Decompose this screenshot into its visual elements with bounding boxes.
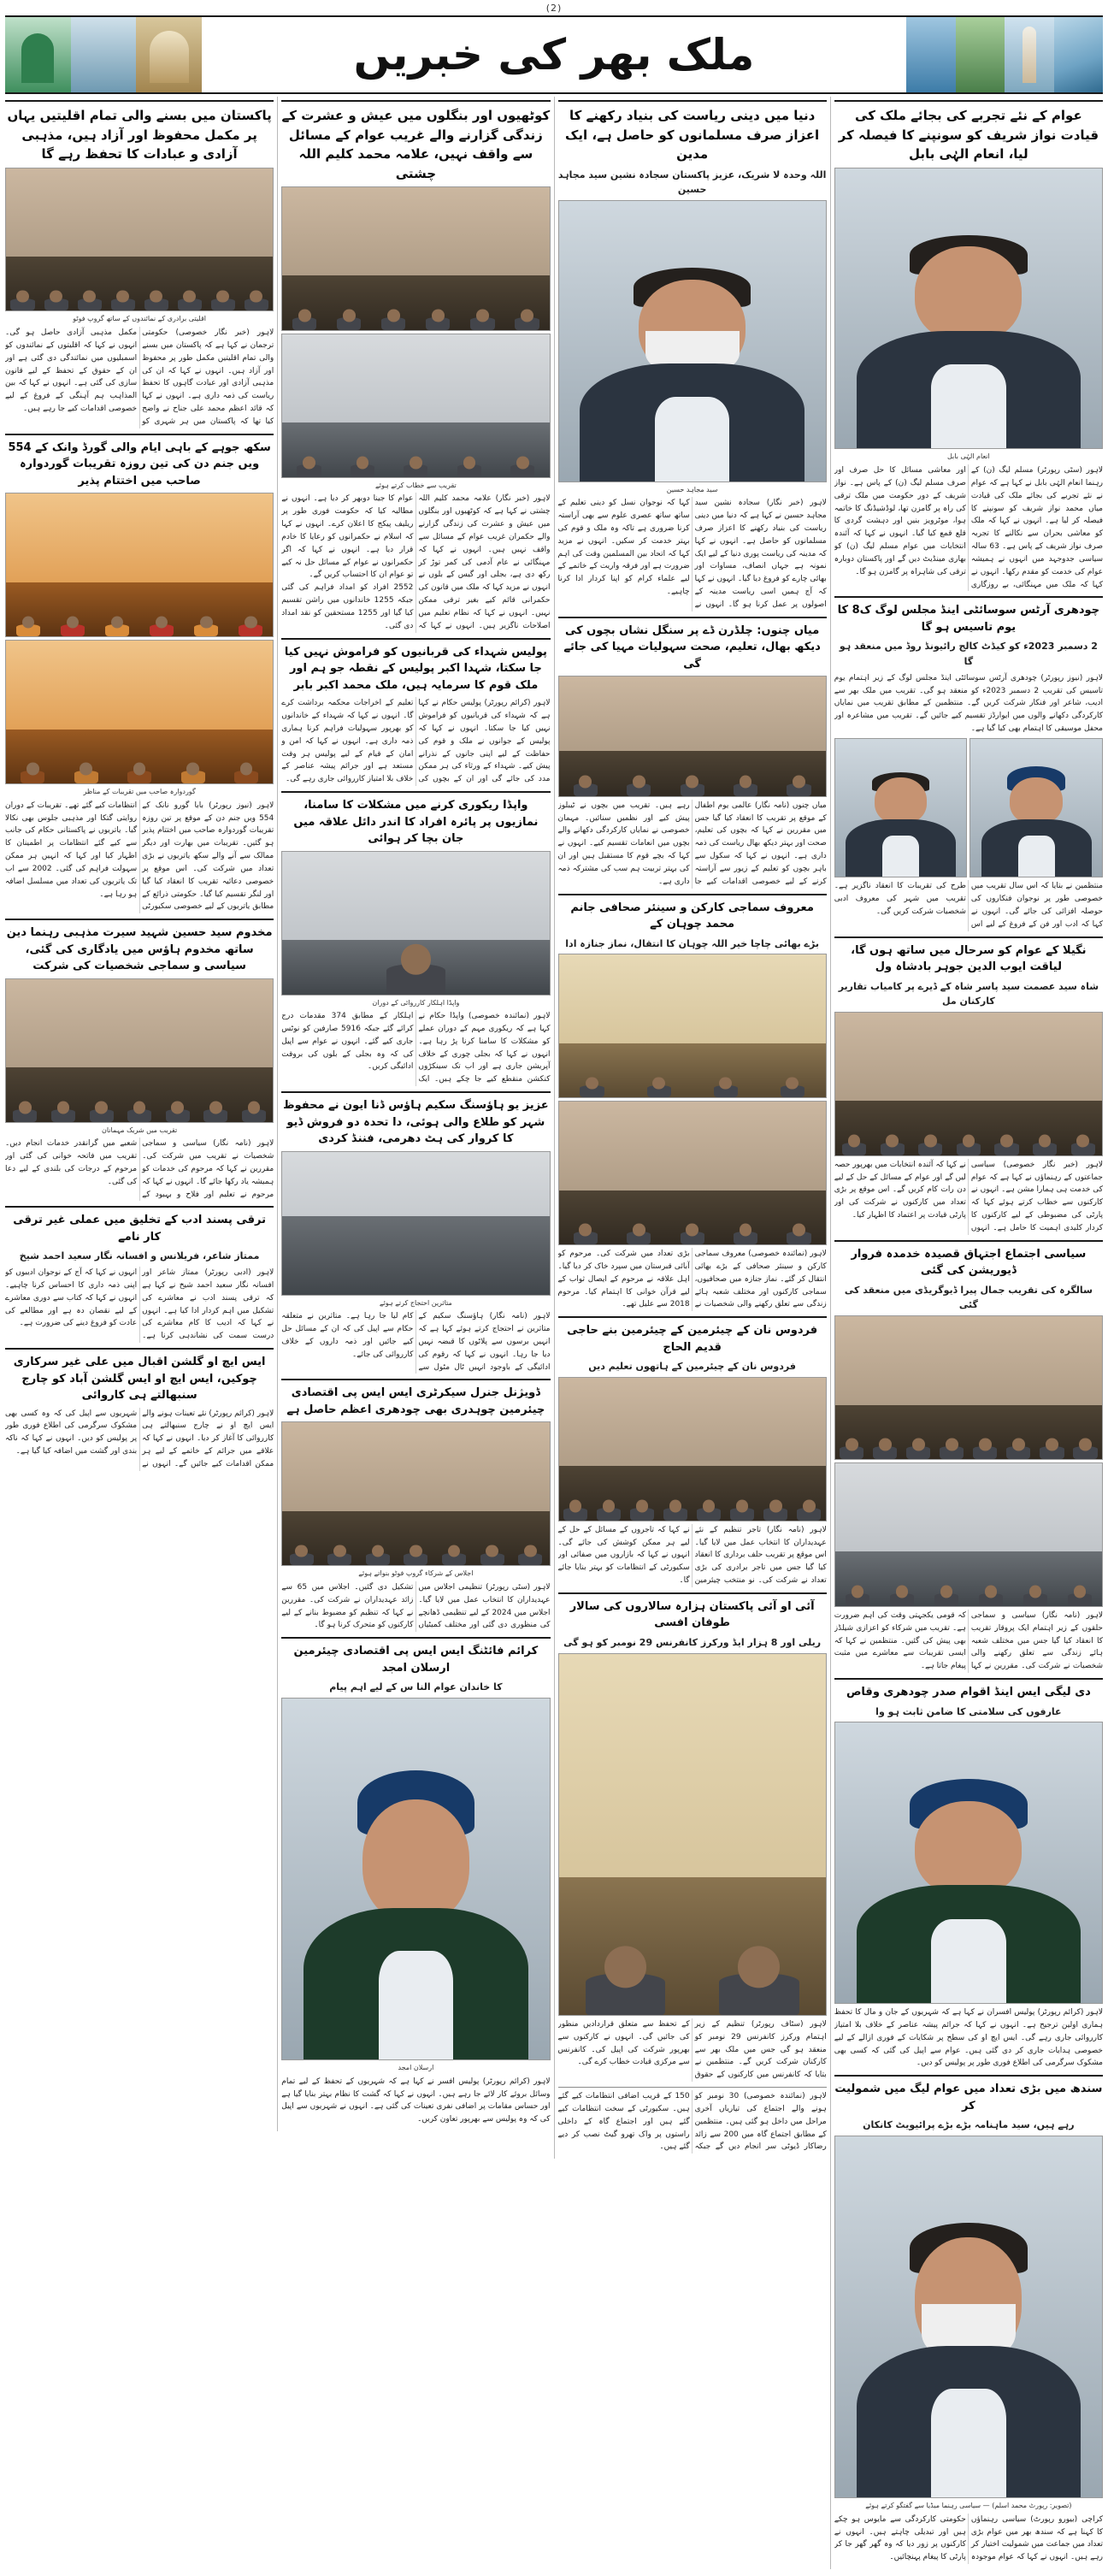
headline: آئی او آئی پاکستان ہزارہ سالاروں کی سالار طوفان افسی bbox=[569, 1599, 815, 1630]
article-body: لاہور (نامہ نگار) سیاسی و سماجی شخصیات نے تقریب میں شرکت کی۔ مقررین نے کہا کہ مرحوم کی خدمات کو ہمیشہ یاد رکھا جائے گا۔ انہوں نے کہا کہ مرحوم نے تعلیم اور فلاح و بہبود کے شعبے میں گرانقدر خدمات انجام دیں۔ تقریب میں فاتحہ خوانی کی گئی اور مرحوم کے درجات کی بلندی کے لیے دعا کی گئی۔ bbox=[5, 1139, 274, 1199]
article bbox=[834, 1240, 1103, 1673]
photo-caption: (تصویر: رپورٹ محمد اسلم) — سیاسی رہنما میڈیا سے گفتگو کرتے ہوئے bbox=[865, 2502, 1072, 2510]
article-body: لاہور (نمائندہ خصوصی) معروف سماجی کارکن و سینئر صحافی کے بڑے بھائی انتقال کر گئے۔ نماز جنازہ میں صحافیوں، سماجی کارکنوں اور مختلف شعبہ ہائے زندگی سے تعلق رکھنے والی شخصیات نے بڑی تعداد میں شرکت کی۔ مرحوم کو آبائی قبرستان میں سپرد خاک کر دیا گیا۔ اہل علاقہ نے مرحوم کے ایصال ثواب کے لیے قرآن خوانی کا اہتمام کیا۔ مرحوم 2018 سے علیل تھے۔ bbox=[557, 1250, 827, 1309]
headline: نگیلا کے عوام کو سرحال میں ساتھ ہوں گا، لیاقت ایوب الدین جوہر بادشاہ ول bbox=[851, 943, 1087, 974]
article-photo bbox=[281, 1151, 550, 1296]
article-body: لاہور (ادبی رپورٹر) ممتاز شاعر اور افسانہ نگار سعید احمد شیخ نے کہا ہے کہ ترقی پسند ادب نے معاشرے کی تشکیل میں اہم کردار ادا کیا ہے۔ انہوں نے کہا کہ ادیب کا کام معاشرے کی درست سمت کی نشاندہی کرنا ہے۔ انہوں نے کہا کہ آج کے نوجوان ادیبوں کو اپنی ذمہ داری کا احساس کرنا چاہیے۔ انہوں نے کہا کہ کتاب سے دوری معاشرے کے لیے نقصان دہ ہے اور مطالعے کی عادت کو فروغ دینے کی ضرورت ہے۔ bbox=[5, 1268, 274, 1341]
headline: پولیس شہداء کی قربانیوں کو فراموش نہیں کیا جا سکتا، شہدا اکبر پولیس کے نقطہ جو ہم اور ملک قوم کا سرمایہ ہیں، ملک محمد اکبر بابر bbox=[284, 645, 547, 692]
article-body: لاہور (نیوز رپورٹر) بابا گورو نانک کے 554 ویں جنم دن کے موقع پر تین روزہ تقریبات گوردوارہ صاحب میں اختتام پذیر ہو گئیں۔ تقریبات میں بھارت اور دیگر ممالک سے آنے والے سکھ یاتریوں نے بڑی تعداد میں شرکت کی۔ اس موقع پر خصوصی دعائیہ تقریب کا انعقاد کیا گیا اور لنگر تقسیم کیا گیا۔ حکومتی ذرائع کے مطابق یاتریوں کے لیے خصوصی سکیورٹی انتظامات کیے گئے تھے۔ تقریبات کے دوران روایتی گتکا اور مذہبی جلوس بھی نکالا گیا۔ یاتریوں نے پاکستانی حکام کی جانب سے کیے گئے انتظامات پر اطمینان کا اظہار کیا اور کہا کہ انہیں ہر ممکن سہولت فراہم کی گئی۔ 2002 سے اب تک یاتریوں کی تعداد میں مسلسل اضافہ ہو رہا ہے۔ bbox=[5, 801, 274, 912]
article-photo bbox=[281, 851, 550, 996]
article bbox=[558, 1592, 827, 2082]
masthead bbox=[5, 15, 1103, 94]
article-photo bbox=[834, 738, 968, 877]
article bbox=[281, 100, 550, 633]
article-body: لاہور (خبر نگار خصوصی) حکومتی ترجمان نے کہا ہے کہ پاکستان میں بسنے والی تمام اقلیتیں مکمل طور پر محفوظ اور آزاد ہیں۔ انہوں نے کہا کہ ان کی مذہبی آزادی اور عبادت گاہوں کا تحفظ ریاست کی ذمہ داری ہے۔ انہوں نے کہا کہ قائد اعظم محمد علی جناح نے واضح کیا تھا کہ پاکستان میں ہر شہری کو مکمل مذہبی آزادی حاصل ہو گی۔ انہوں نے کہا کہ اقلیتوں کے نمائندوں کو اسمبلیوں میں نمائندگی دی گئی ہے اور ان کے حقوق کے تحفظ کے لیے قانون سازی کی گئی ہے۔ انہوں نے کہا کہ بین المذاہب ہم آہنگی کے فروغ کے لیے خصوصی اقدامات کیے جا رہے ہیں۔ bbox=[5, 328, 274, 426]
headline: عوام کے نئے تجربے کی بجائے ملک کی قیادت نواز شریف کو سونپنے کا فیصلہ کر لیا، انعام الہٰی بابل bbox=[838, 108, 1099, 162]
subheadline: شاہ سید عصمت سید پاسر شاہ کے ڈیرے پر کامیاب تقاریر کارکنان مل bbox=[838, 980, 1099, 1007]
article-photo bbox=[834, 168, 1103, 450]
article-photo bbox=[834, 1722, 1103, 2004]
article-photo bbox=[558, 1377, 827, 1521]
article-photo bbox=[970, 738, 1103, 877]
article-photo bbox=[558, 1653, 827, 2016]
headline: فردوس نان کے چیئرمین کے چیئرمین بنے حاجی قدیم الحاج bbox=[567, 1324, 818, 1354]
article-body: لاہور (نامہ نگار) ہاؤسنگ سکیم کے متاثرین نے احتجاج کرتے ہوئے کہا ہے کہ انہیں برسوں سے پلاٹوں کا قبضہ نہیں دیا جا رہا۔ انہوں نے کہا کہ رقوم کی ادائیگی کے باوجود انہیں ٹال مٹول سے کام لیا جا رہا ہے۔ متاثرین نے متعلقہ حکام سے اپیل کی کہ ان کے مسائل حل کیے جائیں اور ذمہ داروں کے خلاف کارروائی کی جائے۔ bbox=[281, 1312, 551, 1372]
article bbox=[834, 100, 1103, 591]
article-photo bbox=[5, 978, 274, 1123]
article-photo bbox=[834, 2136, 1103, 2498]
photo-caption: سید مجاہد حسین bbox=[666, 485, 718, 493]
article bbox=[5, 1348, 274, 1471]
headline: سکھ جوہے کے باہی ایام والی گورڈ وانک کے 554 ویں جنم دن کی تین روزہ تقریبات گوردوارہ صاحب میں اختتام پذیر bbox=[8, 440, 271, 487]
article bbox=[558, 1316, 827, 1587]
article-photo bbox=[558, 200, 827, 482]
article-photo bbox=[558, 1101, 827, 1245]
article-body: لاہور (کرائم رپورٹر) پولیس افسران نے کہا ہے کہ شہریوں کے جان و مال کا تحفظ ہماری اولین ترجیح ہے۔ انہوں نے کہا کہ جرائم پیشہ عناصر کے خلاف بلا امتیاز کارروائی جاری رہے گی۔ ایس ایچ او کی سطح پر شکایات کے فوری ازالے کے لیے خصوصی ہدایات جاری کر دی گئی ہیں۔ عوام سے اپیل کی گئی کہ کسی بھی مشکوک سرگرمی کی اطلاع فوری طور پر پولیس کو دیں۔ bbox=[834, 2008, 1103, 2068]
subheadline: 2 دسمبر 2023ء کو کیڈٹ کالج رائیونڈ روڈ میں منعقد ہو گا bbox=[839, 641, 1098, 668]
article bbox=[281, 638, 550, 786]
article bbox=[5, 434, 274, 914]
page-title: ملک بھر کی خبریں bbox=[353, 30, 755, 80]
article-photo bbox=[281, 1698, 550, 2060]
headline: دی لیگی ایس اینڈ اقوام صدر چودھری وقاص bbox=[846, 1686, 1091, 1699]
column-1 bbox=[830, 97, 1103, 2569]
article bbox=[834, 1678, 1103, 2070]
masthead-title-block bbox=[202, 17, 906, 92]
article-body: لاہور (سٹی رپورٹر) تنظیمی اجلاس میں عہدیداران کا انتخاب عمل میں لایا گیا۔ اجلاس میں 2024 کے لیے تنظیمی ڈھانچے کی منظوری دی گئی اور مختلف کمیٹیاں تشکیل دی گئیں۔ اجلاس میں 65 سے زائد عہدیداران نے شرکت کی۔ مقررین نے کہا کہ تنظیم کو مضبوط بنانے کے لیے کارکنوں کو متحرک کرنا ہو گا۔ bbox=[281, 1582, 551, 1630]
subheadline: ممتاز شاعر، فریلانس و افسانہ نگار سعید احمد شیخ bbox=[19, 1250, 260, 1262]
article-body: لاہور (سٹی رپورٹر) مسلم لیگ (ن) کے رہنما انعام الہٰی بابل نے کہا ہے کہ عوام نے نئے تجربے کی بجائے ملک کی قیادت میاں محمد نواز شریف کو سونپنے کا فیصلہ کر لیا ہے۔ انہوں نے کہا کہ ملک کو معاشی بحران سے نکالنے کا تجربہ صرف نواز شریف کے پاس ہے۔ 63 سالہ سیاسی جدوجہد میں انہوں نے ہمیشہ عوام کی خدمت کو مقدم رکھا۔ انہوں نے کہا کہ ملک میں مہنگائی، بے روزگاری اور معاشی مسائل کا حل صرف اور صرف مسلم لیگ (ن) کے پاس ہے۔ نواز شریف کے دور حکومت میں ملک ترقی کی راہ پر گامزن تھا، لوڈشیڈنگ کا خاتمہ ہوا، موٹرویز بنیں اور دہشت گردی کا قلع قمع کیا گیا۔ انہوں نے کہا کہ آئندہ انتخابات میں عوام مسلم لیگ (ن) کو بھاری مینڈیٹ دیں گے اور پاکستان دوبارہ ترقی کی شاہراہ پر گامزن ہو گا۔ bbox=[834, 466, 1103, 589]
article-photo bbox=[281, 1421, 550, 1566]
photo-caption: انعام الہٰی بابل bbox=[947, 452, 990, 461]
article-body: لاہور (کرائم رپورٹر) نئے تعینات ہونے والے ایس ایچ او نے چارج سنبھالتے ہی کارروائی کا آغاز کر دیا۔ انہوں نے کہا کہ علاقے میں جرائم کے خاتمے کے لیے ہر ممکن اقدامات کیے جائیں گے۔ انہوں نے شہریوں سے اپیل کی کہ وہ کسی بھی مشکوک سرگرمی کی اطلاع فوری طور پر پولیس کو دیں۔ انہوں نے کہا کہ ناکہ بندی اور گشت میں اضافہ کیا گیا ہے۔ bbox=[5, 1409, 274, 1468]
article bbox=[834, 2075, 1103, 2564]
column-2 bbox=[554, 97, 827, 2159]
article-photo bbox=[5, 493, 274, 637]
headline: واپڈا ریکوری کرنے میں مشکلات کا سامنا، نمازیوں پر پائرہ افراد کا اندر دائل علاقہ میں جان بچا کر ہوائی bbox=[293, 799, 539, 846]
subheadline: فردوس نان کے چیئرمین کے ہاتھوں تعلیم دیں bbox=[588, 1361, 796, 1373]
column-4 bbox=[5, 97, 274, 1476]
article-body: لاہور (خبر نگار) سجادہ نشین سید مجاہد حسین نے کہا ہے کہ دنیا میں دینی ریاست کی بنیاد رکھنے کا اعزاز صرف مسلمانوں کو حاصل ہے۔ انہوں نے کہا کہ مدینہ کی ریاست پوری دنیا کے لیے ایک نمونہ ہے جہاں انصاف، مساوات اور بھائی چارے کو فروغ دیا گیا۔ انہوں نے کہا کہ آج ہمیں اسی ریاست مدینہ کے اصولوں پر عمل کرنا ہو گا۔ انہوں نے کہا کہ نوجوان نسل کو دینی تعلیم کے ساتھ ساتھ عصری علوم سے بھی آراستہ کرنا ضروری ہے تاکہ وہ ملک و قوم کی بہتر خدمت کر سکیں۔ انہوں نے مزید کہا کہ اتحاد بین المسلمین وقت کی اہم ضرورت ہے اور فرقہ واریت کے خاتمے کے لیے علماء کرام کو اپنا کردار ادا کرنا چاہیے۔ bbox=[557, 499, 827, 609]
subheadline: بڑے بھائی چاچا خیر اللہ چوہان کا انتقال، نماز جنازہ ادا bbox=[565, 937, 819, 949]
article-photo bbox=[5, 640, 274, 784]
page-number: (2) bbox=[545, 3, 563, 14]
photo-row bbox=[834, 736, 1103, 880]
article-body: لاہور (نمائندہ خصوصی) 30 نومبر کو ہونے والے اجتماع کی تیاریاں آخری مراحل میں داخل ہو گئی ہیں۔ منتظمین کے مطابق اجتماع گاہ میں 200 سے زائد رضاکار ڈیوٹی سر انجام دیں گے جبکہ 150 کے قریب اضافی انتظامات کیے گئے ہیں۔ سکیورٹی کے سخت انتظامات کیے گئے ہیں اور اجتماع گاہ کے داخلی راستوں پر واک تھرو گیٹ نصب کر دیے گئے ہیں۔ bbox=[557, 2092, 827, 2152]
article-photo bbox=[281, 186, 550, 331]
photo-caption: اجلاس کے شرکاء گروپ فوٹو بنواتے ہوئے bbox=[358, 1569, 474, 1578]
article bbox=[834, 596, 1103, 931]
article-body: لاہور (نمائندہ خصوصی) واپڈا حکام نے کہا ہے کہ ریکوری مہم کے دوران عملے کو مشکلات کا سامنا کرنا پڑ رہا ہے۔ انہوں نے کہا کہ بجلی چوری کے خلاف آپریشن جاری ہے اور اب تک سینکڑوں کنکشن منقطع کیے جا چکے ہیں۔ ایک اہلکار کے مطابق 374 مقدمات درج کرائے گئے جبکہ 5916 صارفین کو نوٹس جاری کیے گئے۔ انہوں نے عوام سے اپیل کی کہ وہ بجلی کے بلوں کی بروقت ادائیگی کریں۔ bbox=[281, 1012, 551, 1084]
headline: ڈویژنل جنرل سیکرٹری ایس ایس پی اقتصادی چیئرمین چوہدری بھی چودھری اعظم حاصل ہے bbox=[286, 1386, 545, 1416]
photo-caption: ارسلان امجد bbox=[398, 2064, 434, 2072]
subheadline: کا خاندان عوام النا س کے لیے اہم پیام bbox=[329, 1681, 503, 1693]
article-photo bbox=[558, 954, 827, 1098]
photo-caption: واپڈا اہلکار کارروائی کے دوران bbox=[372, 998, 460, 1007]
headline: سندھ میں بڑی تعداد میں عوام لیگ میں شمولیت کر bbox=[834, 2083, 1103, 2112]
headline: کرائم فائٹنگ ایس ایس پی اقتصادی چیئرمین ارسلان امجد bbox=[293, 1645, 539, 1675]
article-body: لاہور (خبر نگار) علامہ محمد کلیم اللہ چشتی نے کہا ہے کہ کوٹھیوں اور بنگلوں میں عیش و عشرت کی زندگی گزارنے والے حکمران غریب عوام کے مسائل سے واقف نہیں ہیں۔ انہوں نے کہا کہ مہنگائی نے عام آدمی کی کمر توڑ کر رکھ دی ہے، بجلی اور گیس کے بلوں نے عوام کا جینا دوبھر کر دیا ہے۔ انہوں نے مطالبہ کیا کہ حکومت فوری طور پر ریلیف پیکج کا اعلان کرے۔ انہوں نے کہا کہ اسلام نے حکمرانوں کو رعایا کا خادم قرار دیا ہے۔ انہوں نے کہا کہ اگر حکمرانوں نے عوام کے مسائل حل نہ کیے تو عوام ان کا احتساب کریں گے۔ bbox=[281, 494, 551, 580]
photo-caption: اقلیتی برادری کے نمائندوں کے ساتھ گروپ فوٹو bbox=[73, 315, 206, 323]
subheadline: ریلی اور 8 ہزار ایڈ ورکرز کانفرنس 29 نومبر کو ہو گی bbox=[563, 1636, 822, 1648]
article bbox=[5, 1206, 274, 1343]
article-photo bbox=[281, 334, 550, 478]
headline: چودھری آرٹس سوسائٹی اینڈ مجلس لوگ ک8 کا یوم تاسیس ہو گا bbox=[837, 604, 1100, 634]
article-body: لاہور (سٹاف رپورٹر) تنظیم کے زیر اہتمام ورکرز کانفرنس 29 نومبر کو منعقد ہو گی جس میں ملک بھر سے کارکنان شرکت کریں گے۔ منتظمین نے بتایا کہ کانفرنس میں کارکنوں کے حقوق کے تحفظ سے متعلق قراردادیں منظور کی جائیں گی۔ انہوں نے کارکنوں سے بھرپور شرکت کی اپیل کی۔ کانفرنس سے مرکزی قیادت خطاب کرے گی۔ bbox=[557, 2019, 827, 2080]
article-photo bbox=[5, 168, 274, 312]
photo-caption: گوردوارہ صاحب میں تقریبات کے مناظر bbox=[83, 788, 196, 796]
headline: مخدوم سید حسین شہید سیرت مذہبی رہنما دین ساتھ مخدوم ہاؤس میں یادگاری کی گئی، سیاسی و سماجی شخصیات کی شرکت bbox=[6, 926, 273, 973]
article bbox=[5, 919, 274, 1201]
article-photo bbox=[834, 1462, 1103, 1607]
photo-caption: تقریب سے خطاب کرتے ہوئے bbox=[375, 481, 457, 489]
headline: پاکستان میں بسنے والی تمام اقلیتیں یہاں پر مکمل محفوظ اور آزاد ہیں، مذہبی آزادی و عبادات کا تحفظ رہے گا bbox=[7, 108, 272, 162]
subheadline: اللہ وحدہ لا شریک، عزیز پاکستان سجادہ نشین سید مجاہد حسین bbox=[557, 168, 827, 196]
headline: عزیز یو ہاؤسنگ سکیم ہاؤس ڈنا ایون نے محفوظ شہر کو طلاع والی ہوئی، دا تحدہ دو فروش ڈیو کا کروار کی ہٹ دھرمی، فننڈ کردی bbox=[283, 1099, 549, 1146]
article bbox=[281, 1091, 550, 1374]
content-columns bbox=[5, 97, 1103, 2569]
headline: دنیا میں دینی ریاست کی بنیاد رکھنے کا اعزاز صرف مسلمانوں کو حاصل ہے، ایک مدین bbox=[565, 108, 820, 162]
article-body: لاہور (کرائم رپورٹر) پولیس حکام نے کہا ہے کہ شہداء کی قربانیوں کو فراموش نہیں کیا جا سکتا۔ انہوں نے کہا کہ پولیس کے جوانوں نے ملک و قوم کی حفاظت کے لیے اپنی جانوں کے نذرانے پیش کیے۔ شہداء کے ورثاء کی ہر ممکن مدد کی جائے گی اور ان کے بچوں کی تعلیم کے اخراجات محکمہ برداشت کرے گا۔ انہوں نے کہا کہ شہداء کے خاندانوں کو بھرپور سہولیات فراہم کرنا ہماری ذمہ داری ہے۔ انہوں نے کہا کہ امن و امان کے قیام کے لیے پولیس ہر وقت مستعد ہے اور جرائم پیشہ عناصر کے خلاف بلا امتیاز کارروائی جاری رہے گی۔ bbox=[281, 699, 551, 784]
article-body: لاہور (خبر نگار خصوصی) سیاسی جماعتوں کے رہنماؤں نے کہا ہے کہ عوام کی خدمت ہی ہمارا مشن ہے۔ انہوں نے کارکنوں سے خطاب کرتے ہوئے کہا کہ پارٹی کی مضبوطی کے لیے کارکنوں کا کردار کلیدی اہمیت کا حامل ہے۔ انہوں نے کہا کہ آئندہ انتخابات میں بھرپور حصہ لیں گے اور عوام کے مسائل کے حل کے لیے دن رات کام کریں گے۔ اس موقع پر بڑی تعداد میں کارکنوں نے شرکت کی اور پارٹی قیادت پر اعتماد کا اظہار کیا۔ bbox=[834, 1160, 1103, 1232]
article bbox=[558, 617, 827, 889]
photo-caption: متاثرین احتجاج کرتے ہوئے bbox=[379, 1298, 452, 1307]
photo-caption: تقریب میں شریک مہمانان bbox=[101, 1126, 178, 1134]
article bbox=[281, 791, 550, 1086]
article-body: کراچی (بیورو رپورٹ) سیاسی رہنماؤں کا کہنا ہے کہ سندھ بھر میں عوام بڑی تعداد میں جماعت میں شمولیت اختیار کر رہے ہیں۔ انہوں نے کہا کہ عوام موجودہ حکومتی کارکردگی سے مایوس ہو چکے ہیں اور تبدیلی چاہتے ہیں۔ انہوں نے کارکنوں پر زور دیا کہ وہ گھر گھر جا کر پارٹی کا پیغام پہنچائیں۔ bbox=[834, 2514, 1103, 2562]
masthead-right-images bbox=[5, 17, 202, 92]
article-body: لاہور (نامہ نگار) تاجر تنظیم کے نئے عہدیداران کا انتخاب عمل میں لایا گیا۔ اس موقع پر تقریب حلف برداری کا انعقاد کیا گیا جس میں تاجر برادری کی بڑی تعداد نے شرکت کی۔ نو منتخب چیئرمین نے کہا کہ تاجروں کے مسائل کے حل کے لیے ہر ممکن کوشش کی جائے گی۔ انہوں نے کہا کہ بازاروں میں صفائی اور سکیورٹی کے انتظامات کو بہتر بنایا جائے گا۔ bbox=[557, 1525, 827, 1586]
headline: کوٹھیوں اور بنگلوں میں عیش و عشرت کے زندگی گزارنے والے غریب عوام کے مسائل سے واقف نہیں، علامہ محمد کلیم اللہ چشتی bbox=[281, 108, 551, 181]
headline: سیاسی اجتماع اجتہاق قصیدہ خدمدہ فروار ڈیوریشن کی گئی bbox=[851, 1247, 1087, 1278]
subheadline: عارفوں کی سلامتی کا ضامن ثابت ہو وا bbox=[875, 1705, 1062, 1717]
article-body-continued: منتظمین نے بتایا کہ اس سال تقریب میں خصوصی طور پر نوجوان فنکاروں کی حوصلہ افزائی کی جائے گی۔ انہوں نے کہا کہ ادب اور فن کے فروغ کے لیے اس طرح کی تقریبات کا انعقاد ناگزیر ہے۔ تقریب میں شہر کی معروف ادبی شخصیات شرکت کریں گی۔ bbox=[834, 882, 1103, 929]
headline: میاں چنوں: چلڈرن ڈے پر سنگل نشاں بچوں کی دیکھ بھال، تعلیم، صحت سہولیات مہیا کی جائے گی bbox=[563, 623, 821, 671]
headline: ترقی پسند ادب کے تخلیق میں عملی غیر ترقی کار نامے bbox=[13, 1214, 266, 1244]
article-body: میاں چنوں (نامہ نگار) عالمی یوم اطفال کے موقع پر تقریب کا انعقاد کیا گیا جس میں مقررین نے کہا کہ بچوں کی تعلیم، صحت اور بہتر دیکھ بھال ریاست کی ذمہ داری ہے۔ انہوں نے کہا کہ سکول سے باہر بچوں کو تعلیم کے زیور سے آراستہ کرنے کے لیے خصوصی اقدامات کیے جا رہے ہیں۔ تقریب میں بچوں نے ٹیبلوز پیش کیے اور نظمیں سنائیں۔ مہمان خصوصی نے نمایاں کارکردگی دکھانے والے بچوں میں انعامات تقسیم کیے۔ انہوں نے کہا کہ بچے قوم کا مستقبل ہیں اور ان کی بہتر تربیت ہم سب کی مشترکہ ذمہ داری ہے۔ bbox=[557, 801, 827, 886]
article-photo bbox=[834, 1315, 1103, 1460]
article-photo bbox=[834, 1012, 1103, 1156]
headline: ایس ایچ او گلشن اقبال میں علی غیر سرکاری چوکیں، ایس ایچ او ایس گلشن آباد کو چارج سنبھالتے ہی کاروائی bbox=[13, 1356, 266, 1403]
article-body: لاہور (نامہ نگار) سیاسی و سماجی حلقوں کے زیر اہتمام ایک پروقار تقریب کا انعقاد کیا گیا جس میں مختلف شعبہ ہائے زندگی سے تعلق رکھنے والی شخصیات نے شرکت کی۔ مقررین نے کہا کہ قومی یکجہتی وقت کی اہم ضرورت ہے۔ تقریب میں شرکاء کو اعزازی شیلڈز بھی پیش کی گئیں۔ منتظمین نے کہا کہ ایسی تقریبات سے معاشرے میں مثبت پیغام جاتا ہے۔ bbox=[834, 1610, 1103, 1671]
headline: معروف سماجی کارکن و سینئر صحافی جانم محمد چوہان کے bbox=[570, 901, 814, 931]
subheadline: رہے ہیں، سید ماہنامہ بڑے بڑے پرائیویٹ کانکان bbox=[863, 2119, 1075, 2131]
article-body: لاہور (نیوز رپورٹر) چودھری آرٹس سوسائٹی اینڈ مجلس لوگ کے زیر اہتمام یوم تاسیس کی تقریب 2 دسمبر 2023ء کو منعقد ہو گی۔ تقریب میں ملک بھر سے ادیب، شاعر اور فنکار شرکت کریں گے۔ منتظمین کے مطابق تقریب میں نمایاں کارکردگی دکھانے والوں میں ایوارڈز تقسیم کیے جائیں گے۔ تقریب میں مشاعرہ اور محفل موسیقی کا اہتمام بھی کیا گیا ہے۔ bbox=[834, 673, 1103, 734]
article bbox=[558, 894, 827, 1312]
article bbox=[558, 100, 827, 612]
article bbox=[281, 1379, 550, 1632]
column-3 bbox=[277, 97, 550, 2131]
article bbox=[5, 100, 274, 428]
article bbox=[281, 1637, 550, 2126]
article-body: لاہور (کرائم رپورٹر) پولیس افسر نے کہا ہے کہ شہریوں کے تحفظ کے لیے تمام وسائل بروئے کار لائے جا رہے ہیں۔ انہوں نے کہا کہ گشت کا نظام بہتر بنایا گیا ہے اور حساس مقامات پر اضافی نفری تعینات کی گئی ہے۔ انہوں نے شہریوں سے اپیل کی کہ وہ پولیس سے بھرپور تعاون کریں۔ bbox=[281, 2077, 551, 2124]
masthead-left-images bbox=[906, 17, 1103, 92]
article-photo bbox=[558, 676, 827, 796]
article bbox=[834, 936, 1103, 1235]
subheadline: سالگرہ کی تقریب جمال پیرا ڈیوگریڈی میں منعقد کی گئی bbox=[844, 1284, 1093, 1311]
article bbox=[558, 2087, 827, 2154]
article-body-continued: انہوں نے مزید کہا کہ ملک میں قانون کی حکمرانی قائم کیے بغیر ترقی ممکن نہیں۔ انہوں نے کہا کہ نظام تعلیم میں اصلاحات ناگزیر ہیں۔ انہوں نے کہا کہ 2552 افراد کو امداد فراہم کی گئی جبکہ 1255 خاندانوں میں راشن تقسیم کیا گیا اور 1255 مستحقین کو نقد امداد دی گئی۔ bbox=[281, 583, 551, 630]
